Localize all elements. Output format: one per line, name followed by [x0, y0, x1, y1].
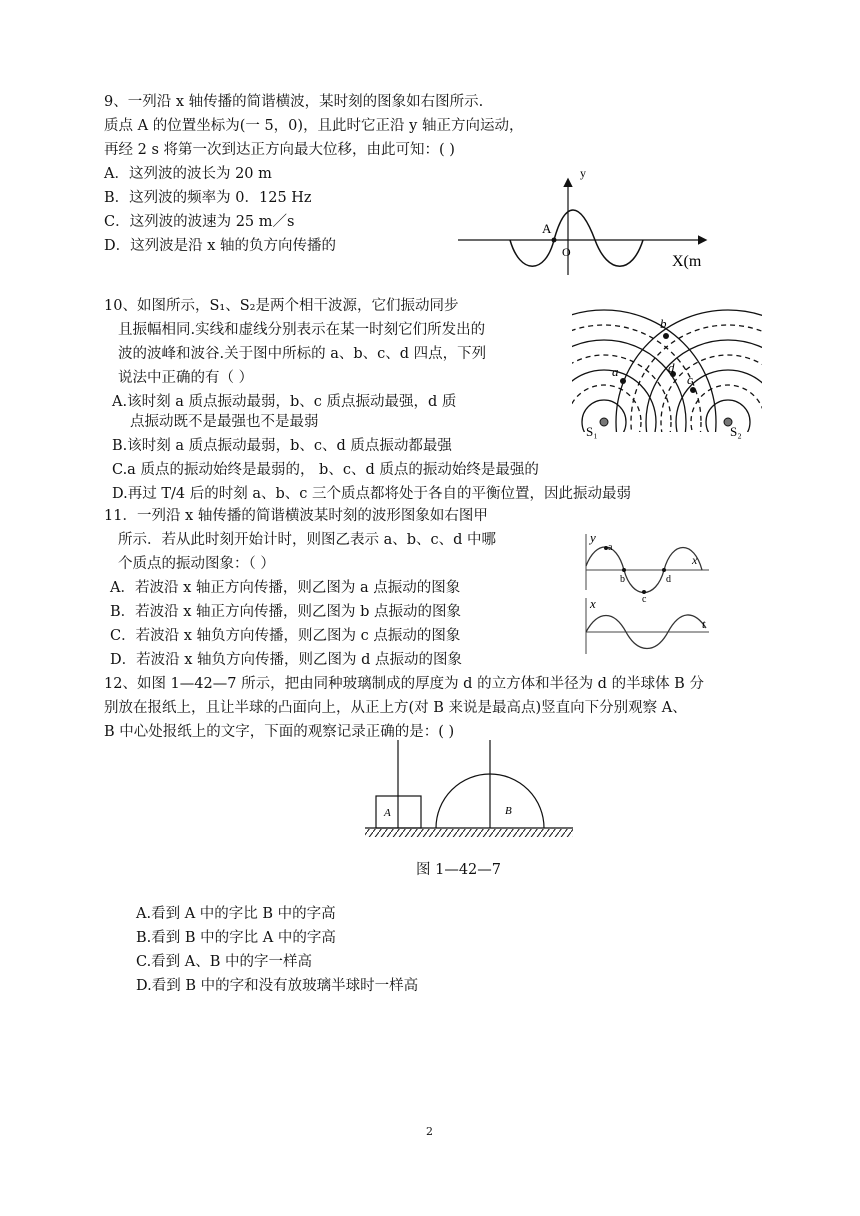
point-a	[620, 378, 626, 384]
top-y-label: y	[590, 530, 596, 545]
q11-line: 11．一列沿 x 轴传播的简谐横波某时刻的波形图象如右图甲	[104, 508, 488, 524]
figure-caption: 图 1—42—7	[416, 862, 502, 878]
q10-option: 点振动既不是最强也不是最弱	[130, 414, 319, 430]
q12-option: A.看到 A 中的字比 B 中的字高	[136, 906, 336, 922]
bottom-t-label: t	[702, 617, 706, 631]
q11-graphs-figure	[576, 528, 716, 658]
q10-interference-figure	[572, 300, 762, 442]
q12-option: B.看到 B 中的字比 A 中的字高	[136, 930, 336, 946]
q9-option: B．这列波的频率为 0．125 Hz	[104, 190, 312, 206]
q11-line: 所示．若从此时刻开始计时，则图乙表示 a、b、c、d 中哪	[118, 532, 497, 548]
y-label: y	[580, 166, 586, 180]
q10-line: 波的波峰和波谷.关于图中所标的 a、b、c、d 四点，下列	[118, 346, 487, 362]
top-x-label: x	[692, 553, 698, 567]
q10-option: A.该时刻 a 质点振动最弱，b、c 质点振动最强，d 质	[112, 394, 457, 410]
label-a: a	[612, 364, 619, 379]
q10-option: B.该时刻 a 质点振动最弱，b、c、d 质点振动都最强	[112, 438, 452, 454]
x-label: X(m	[672, 253, 702, 270]
source-s1	[600, 418, 608, 426]
q11-line: 个质点的振动图象：（ ）	[118, 556, 275, 572]
page-number: 2	[426, 1125, 433, 1138]
q9-line: 9、一列沿 x 轴传播的简谐横波，某时刻的图象如右图所示.	[104, 94, 484, 110]
q11-option: D．若波沿 x 轴负方向传播，则乙图为 d 点振动的图象	[110, 652, 463, 668]
label-c: c	[687, 372, 693, 387]
q11-point-b	[622, 568, 626, 572]
point-b	[663, 333, 669, 339]
origin-label: O	[562, 245, 571, 259]
q9-option: D．这列波是沿 x 轴的负方向传播的	[104, 238, 337, 254]
q12-line: 12、如图 1—42—7 所示，把由同种玻璃制成的厚度为 d 的立方体和半径为 d 的半球体 B 分	[104, 676, 704, 692]
ground-hatch	[365, 829, 573, 837]
q11-option: A．若波沿 x 轴正方向传播，则乙图为 a 点振动的图象	[110, 580, 461, 596]
label-s1: S₁	[586, 424, 598, 439]
top-b-label: b	[620, 574, 625, 585]
q12-line: B 中心处报纸上的文字，下面的观察记录正确的是：( )	[104, 724, 455, 740]
q12-option: D.看到 B 中的字和没有放玻璃半球时一样高	[136, 978, 419, 994]
point-c	[690, 387, 696, 393]
q12-line: 别放在报纸上，且让半球的凸面向上，从正上方(对 B 来说是最高点)竖直向下分别观察 A、	[104, 700, 687, 716]
top-c-label: c	[642, 594, 647, 605]
q11-point-d	[662, 568, 666, 572]
q11-option: B．若波沿 x 轴正方向传播，则乙图为 b 点振动的图象	[110, 604, 462, 620]
q9-option: C．这列波的波速为 25 m／s	[104, 214, 295, 230]
q9-line: 质点 A 的位置坐标为(一 5，0)，且此时它正沿 y 轴正方向运动，	[104, 118, 524, 134]
label-b: B	[505, 805, 512, 817]
q12-option: C.看到 A、B 中的字一样高	[136, 954, 313, 970]
top-a-label: a	[608, 542, 613, 553]
q10-line: 10、如图所示，S₁、S₂是两个相干波源，它们振动同步	[104, 298, 459, 314]
q12-glass-figure	[355, 736, 580, 846]
label-s2: S₂	[730, 424, 742, 439]
q9-line: 再经 2 s 将第一次到达正方向最大位移，由此可知：( )	[104, 142, 455, 158]
top-d-label: d	[666, 574, 671, 585]
q9-option: A．这列波的波长为 20 m	[104, 166, 272, 182]
wave-curve	[510, 210, 643, 266]
label-d: d	[668, 360, 675, 375]
label-a: A	[384, 807, 391, 819]
point-a-label: A	[542, 221, 552, 236]
q10-option: D.再过 T/4 后的时刻 a、b、c 三个质点都将处于各自的平衡位置，因此振动最弱	[112, 486, 631, 502]
label-b: b	[660, 316, 667, 331]
bottom-y-label: x	[590, 596, 596, 611]
point-a-dot	[552, 238, 557, 243]
q11-option: C．若波沿 x 轴负方向传播，则乙图为 c 点振动的图象	[110, 628, 461, 644]
q9-wave-figure	[450, 160, 720, 280]
q10-line: 且振幅相同.实线和虚线分别表示在某一时刻它们所发出的	[118, 322, 486, 338]
q10-option: C.a 质点的振动始终是最弱的， b、c、d 质点的振动始终是最强的	[112, 462, 539, 478]
q10-line: 说法中正确的有（ ）	[118, 370, 254, 386]
